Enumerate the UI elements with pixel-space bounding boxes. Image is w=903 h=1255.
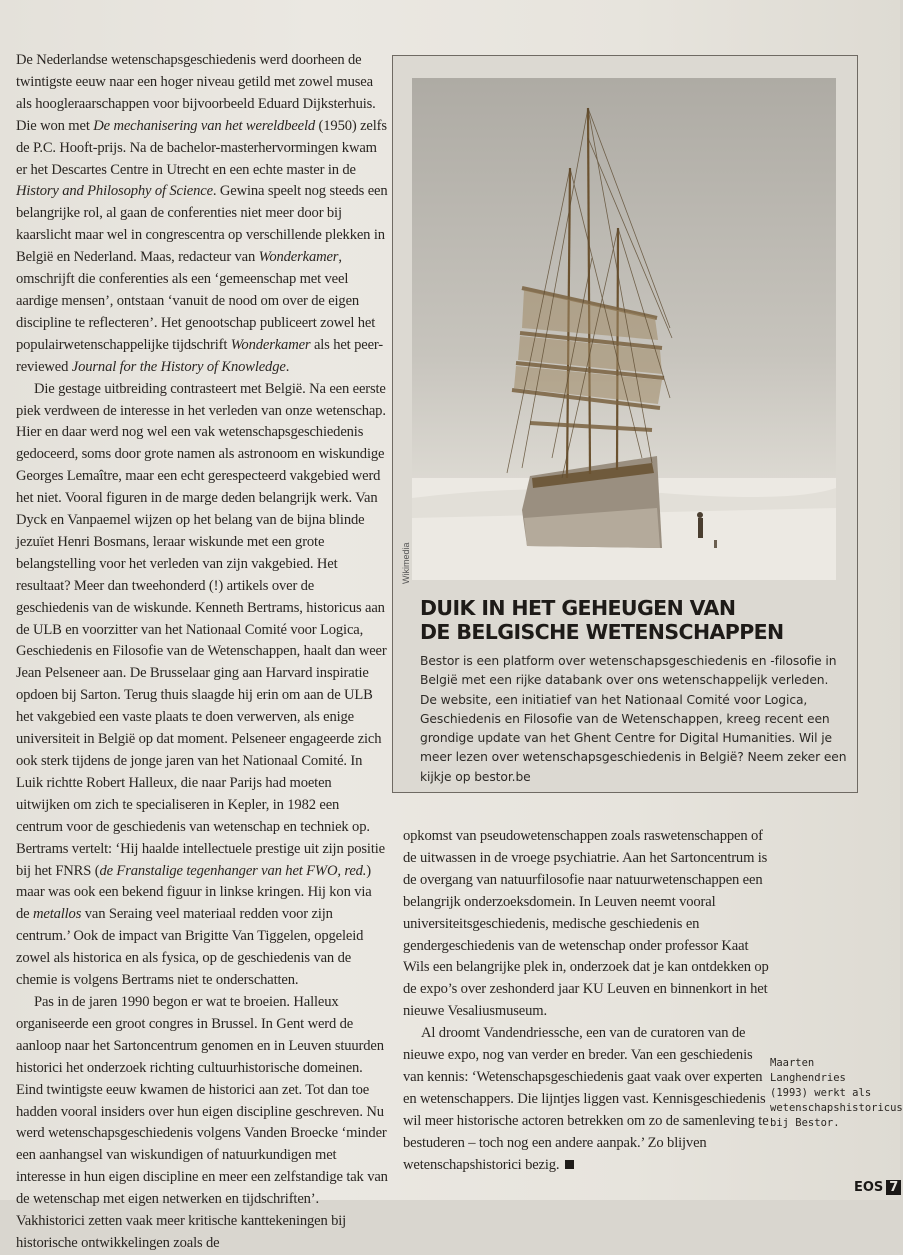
italic-text: Wonderkamer [230,336,311,353]
text-run: . Gewina speelt nog steeds een belangrijke rol, al gaan de conferenties niet meer door bij kaarslicht maar wel in congrescentra op verschillende plekken in België en Nederland. Maas, redacteur van [16,183,388,266]
paragraph [16,379,388,992]
text-run: . [285,358,290,375]
sidebar-title-line-1: DUIK IN HET GEHEUGEN VAN [420,596,736,620]
photo-credit: Wikimedia [401,542,411,584]
page-footer [854,1180,901,1200]
paragraph [16,992,388,1255]
text-run: van Seraing veel materiaal redden voor zijn centrum.’ Ook de impact van Brigitte Van Tiggelen, opgeleid zowel als historica en als fysica, op de geschiedenis van de chemie is volgens Bertrams niet te onderschatten. [16,906,364,989]
italic-text: metallos [32,906,82,923]
text-run: (1950) zelfs de P.C. Hooft-prijs. Na de bachelor-masterhervormingen kwam er het Descartes Centre in Utrecht en een echte master in de [16,117,387,178]
italic-text: History and Philosophy of Science [16,183,213,200]
text-run: als het peer-reviewed [16,336,384,375]
text-run: Die gestage uitbreiding contrasteert met België. Na een eerste piek verdween de interesse in het verleden van onze wetenschap. Hier en daar werd nog wel een vak wetenschapsgeschiedenis gedoceerd, soms door grote namen als astronoom en wiskundige Georges Lemaître, maar een echt gerespecteerd vakgebied werd het niet. Vooral figuren in de marge deden belangrijk werk. Van Dyck en Vanpaemel wijzen op het belang van de bijna blinde jezuïet Henri Bosmans, leraar wiskunde met een grote belangstelling voor het verleden van zijn vakgebied. Het resultaat? Meer dan tweehonderd (!) artikels over de geschiedenis van de wiskunde. Kenneth Bertrams, historicus aan de ULB en voorzitter van het Nationaal Comité voor Logica, Geschiedenis en Filosofie van de Wetenschappen, haalt dan weer Jean Pelseneer aan. De Brusselaar ging aan Harvard inspiratie opdoen bij Sarton. Terug thuis slaagde hij erin om aan de ULB het vakgebied een vaste plaats te doen verwerven, als enige universiteit in België op dat moment. Pelseneer engageerde zich ook sterk tijdens de jonge jaren van het Nationaal Comité. In Luik richtte Robert Halleux, die naar Parijs had moeten uitwijken om zich te specialiseren in Kepler, in 1982 een centrum voor de geschiedenis van wetenschap en techniek op. Bertrams vertelt: ‘Hij haalde intellectuele prestige uit zijn positie bij het FNRS ( [16,380,387,879]
sidebar-title-line-2: DE BELGISCHE WETENSCHAPPEN [420,620,784,644]
article-column-right [403,826,773,1177]
article-column-left [16,50,388,1255]
sidebar-title [420,596,840,644]
paragraph [403,1023,773,1176]
italic-text: De mechanisering van het wereldbeeld [93,117,316,134]
italic-text: de Franstalige tegenhanger van het FWO, red. [99,862,367,879]
text-run: De Nederlandse wetenschapsgeschiedenis werd doorheen de twintigste eeuw naar een hoger niveau getild met zowel musea als hoogleraarschappen voor bijvoorbeeld Eduard Dijksterhuis. Die won met [16,52,376,134]
text-run: opkomst van pseudowetenschappen zoals raswetenschappen of de uitwassen in de vroege psychiatrie. Aan het Sartoncentrum is de overgang van natuurfilosofie naar natuurwetenschappen een belangrijk onderzoeksdomein. In Leuven neemt vooral universiteitsgeschiedenis, medische geschiedenis en gendergeschiedenis van de wetenschap onder professor Kaat Wils een belangrijke plek in, onderzoek dat je kan ontdekken op de expo’s over zeshonderd jaar KU Leuven en binnenkort in het nieuwe Vesaliusmuseum. [403,828,769,1020]
end-of-article-mark [565,1160,574,1169]
text-run: , omschrijft die conferenties als een ‘gemeenschap met veel aardige mensen’, ontstaan ‘vanuit de nood om over de eigen discipline te reflecteren’. Het genootschap publiceert zowel het populairwetenschappelijke tijdschrift [16,249,376,353]
ship-in-ice-photo [412,78,836,580]
sidebar-body: Bestor is een platform over wetenschapsgeschiedenis en -filosofie in België met een rijke databank over ons wetenschappelijk verleden. De website, een initiatief van het Nationaal Comité voor Logica, Geschiedenis en Filosofie van de Wetenschappen, kreeg recent een grondige update van het Ghent Centre for Digital Humanities. Wil je meer lezen over wetenschapsgeschiedenis in België? Neem zeker een kijkje op bestor.be [420,654,847,784]
text-run: Pas in de jaren 1990 begon er wat te broeien. Halleux organiseerde een groot congres in Brussel. In Gent werd de aanloop naar het Sartoncentrum genomen en in Leuven stuurden historici het onderzoek richting cultuurhistorische domeinen. Eind twintigste eeuw kwamen de historici aan zet. Tot dan toe hadden vooral insiders over hun eigen discipline geschreven. Nu werd wetenschapsgeschiedenis volgens Vanden Broecke ‘minder een aanhangsel van wiskundigen of natuurkundigen met interesse in hun eigen discipline en meer een zelfstandige tak van de wetenschap met eigen netwerken en tijdschriften’. Vakhistorici zetten vaak meer kritische kanttekeningen bij historische ontwikkelingen zoals de [16,993,388,1251]
text-run: Al droomt Vandendriessche, een van de curatoren van de nieuwe expo, nog van verder en breder. Van een geschiedenis van kennis: ‘Wetenschapsgeschiedenis gaat vaak over experten en wetenschappers. Die lijntjes liggen vast. Kennisgeschiedenis wil meer historische actoren betrekken om zo de samenleving te bestuderen – toch nog een andere aanpak.’ Zo blijven wetenschapshistorici bezig. [403,1025,769,1173]
paragraph [403,826,773,1023]
page-number: 7 [886,1180,901,1195]
magazine-name: EOS [854,1180,884,1195]
text-run: ) maar was ook een bekend figuur in linkse kringen. Hij kon via de [16,862,372,923]
italic-text: Wonderkamer [258,249,339,266]
italic-text: Journal for the History of Knowledge [71,358,286,375]
author-note: Maarten Langhendries (1993) werkt als wetenschapshistoricus bij Bestor. [770,1057,903,1129]
paragraph [16,50,388,379]
